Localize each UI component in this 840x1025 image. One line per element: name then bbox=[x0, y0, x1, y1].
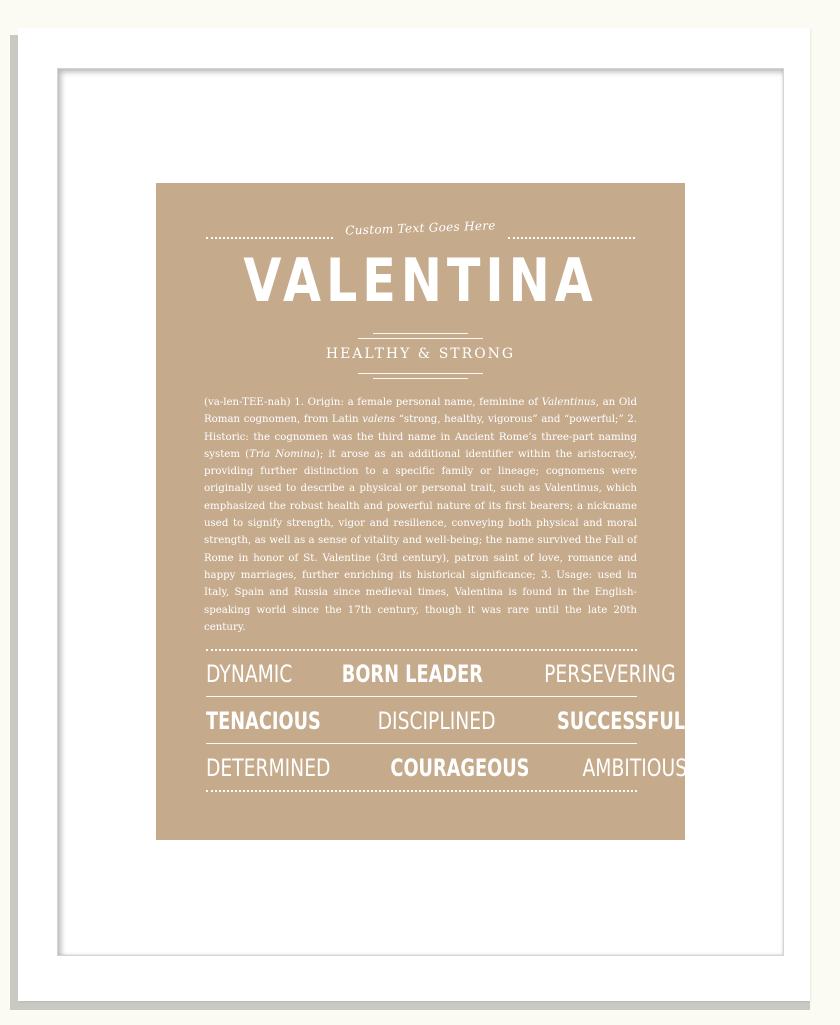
name-meaning: HEALTHY & STRONG bbox=[325, 346, 516, 362]
trait-word: SUCCESSFUL bbox=[557, 707, 686, 735]
definition-italic-term: Valentinus bbox=[541, 397, 596, 408]
definition-text: “strong, healthy, vigorous” and “powerful;” 2. Historic: the cognomen was the third name in Ancient Rome’s three-part naming system ( bbox=[204, 414, 637, 460]
traits-row-3 bbox=[206, 751, 688, 785]
lower-ornament-rule-short bbox=[373, 378, 468, 379]
traits-row-2 bbox=[206, 704, 686, 738]
trait-word: BORN LEADER bbox=[341, 660, 483, 688]
name-title: VALENTINA bbox=[243, 246, 598, 316]
upper-ornament-rule-short bbox=[373, 333, 468, 334]
trait-word: AMBITIOUS bbox=[582, 754, 688, 782]
lower-ornament-rule-long bbox=[358, 373, 483, 374]
custom-text: Custom Text Goes Here bbox=[345, 218, 496, 238]
upper-ornament-rule-long bbox=[358, 338, 483, 339]
definition-text: 1. Origin: a female personal name, feminine of bbox=[290, 397, 542, 408]
definition-text: ); it arose as an additional identifier within the aristocracy, providing further distinction to a specific family or lineage; cognomens were originally used to describe a physical or personal trait, such as Valentinus, which emphasized the robust health and powerful nature of its first bearers; a nickname used to signify strength, vigor and resilience, conveying both physical and moral strength, as well as a sense of vitality and well-being; the name survived the Fall of Rome in honor of St. Valentine (3rd century), patron saint of love, romance and happy marriages, further enriching its historical significance; 3. Usage: used in Italy, Spain and Russia since medieval times, Valentina is found in the English-speaking world since the 17th century, though it was rare until the late 20th century. bbox=[204, 448, 637, 633]
trait-word: DETERMINED bbox=[206, 754, 331, 782]
trait-word: PERSEVERING bbox=[544, 660, 677, 688]
trait-word: TENACIOUS bbox=[206, 707, 321, 735]
definition-text: , an Old Roman cognomen, from Latin bbox=[204, 397, 638, 426]
definition-italic-term: valens bbox=[362, 414, 396, 426]
trait-word: COURAGEOUS bbox=[389, 754, 529, 782]
trait-word: DYNAMIC bbox=[206, 660, 293, 688]
traits-row-1 bbox=[206, 657, 677, 691]
traits-row-divider bbox=[206, 696, 637, 697]
traits-bottom-dotted-divider bbox=[206, 790, 637, 792]
top-right-dotted-divider bbox=[508, 237, 635, 239]
name-definition bbox=[204, 394, 637, 636]
traits-row-divider bbox=[206, 743, 637, 744]
name-print bbox=[156, 183, 688, 840]
definition-pronunciation: (va-len-TEE-nah) bbox=[204, 397, 291, 408]
top-left-dotted-divider bbox=[206, 237, 333, 239]
trait-word: DISCIPLINED bbox=[377, 707, 496, 735]
definition-italic-term: Tria Nomina bbox=[249, 448, 316, 460]
traits-top-dotted-divider bbox=[206, 649, 637, 651]
